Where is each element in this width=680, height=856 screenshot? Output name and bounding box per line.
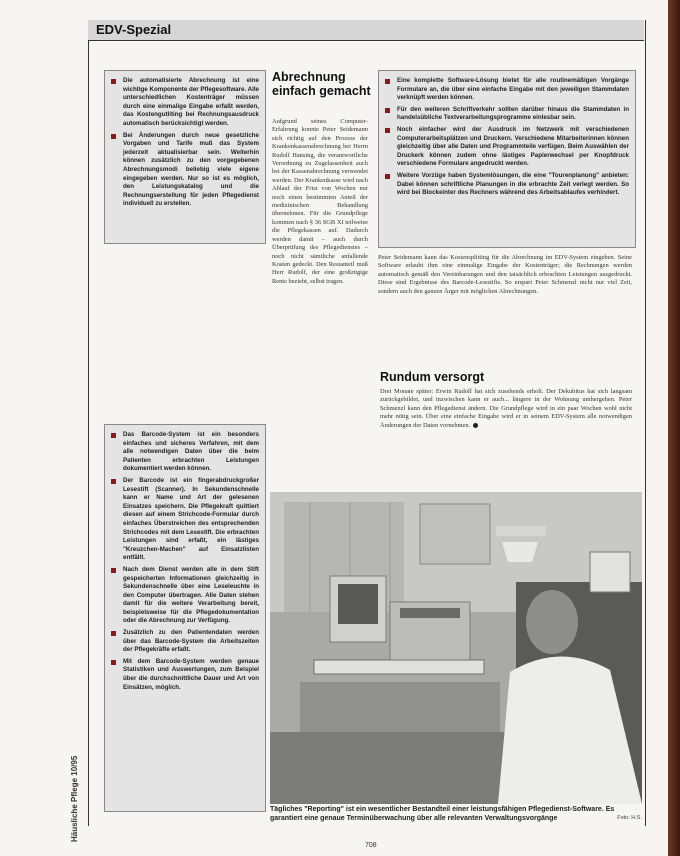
photo-caption: Tägliches "Reporting" ist ein wesentlicher Bestandteil einer leistungsfähigen Pflegedienst-Software. Es garantiert eine genaue Terminüberwachung über alle relevanten Verwaltungsvorgänge Foto: H.S.	[270, 806, 642, 822]
bullet-marker	[111, 433, 116, 438]
office-photo	[270, 492, 642, 804]
section-title: EDV-Spezial	[96, 22, 172, 37]
box-bullet-item: Für den weiteren Schriftverkehr sollten darüber hinaus die Stammdaten in handelsübliche Textverarbeitungsprogramme einlesbar sein.	[385, 106, 629, 123]
bullet-marker	[111, 79, 116, 84]
box-bullet-item: Bei Änderungen durch neue gesetzliche Vorgaben und Tarife muß das System jederzeit aktualisierbar sein. Weiterhin können zusätzlich zu den vorgegebenen Abrechnungsmodi beliebig viele eigene eingegeben werden. Nur so ist es möglich, den Leistungskatalog und die Rechnungserstellung für jeden Pflegedienst individuell zu erstellen.	[111, 132, 259, 209]
bullet-marker	[111, 660, 116, 665]
bullet-marker	[385, 79, 390, 84]
article-paragraph: Drei Monate später: Erwin Rudolf hat sich zusehends erholt. Der Dekubitus hat sich langsam zurückgebildet, und inzwischen kann er auch... längere in der Wohnung umhergehen. Peter Schmenzl kann den Pflegedienst ändern. Die Grundpflege wird in ein paar Wochen wohl nicht mehr nötig sein. Über eine einfache Eingabe wird er in seinem EDV-System alle notwendigen Änderungen der Daten vornehmen.	[380, 388, 632, 429]
info-box-abrechnung	[104, 70, 266, 244]
end-mark	[473, 423, 478, 428]
box-bullet-item: Noch einfacher wird der Ausdruck im Netzwerk mit verschiedenen Computerarbeitsplätzen und Druckern. Verschiedene Mitarbeiterinnen können gleichzeitig über alle Daten und Programmteile verfügen. Beim Auswählen der Druckerk können zudem ohne lästiges Papierwechsel per Knopfdruck verschiedene Formulare angedruckt werden.	[385, 126, 629, 169]
book-binding	[668, 0, 680, 856]
box-bullet-item: Zusätzlich zu den Patientendaten werden über das Barcode-System die Arbeitszeiten der Pflegekräfte erfaßt.	[111, 629, 259, 655]
box-bullet-item: Das Barcode-System ist ein besonders einfaches und sicheres Verfahren, mit dem alle notwendigen Daten über die beim Patienten erbrachten Leistungen dokumentiert werden können.	[111, 431, 259, 474]
bullet-marker	[111, 631, 116, 636]
article-heading: Rundum versorgt	[380, 370, 485, 384]
bullet-marker	[111, 568, 116, 573]
bullet-marker	[385, 128, 390, 133]
box-bullet-item: Mit dem Barcode-System werden genaue Statistiken und Auswertungen, zum Beispiel über die durchschnittliche Dauer und Art von Einsätzen, möglich.	[111, 658, 259, 692]
box-bullet-item: Der Barcode ist ein fingerabdruckgroßer Lesestift (Scanner). In Sekundenschnelle kann er Name und Art der gelesenen Einsatzes speichern. Die Pflegekraft quittiert diesen auf einem Strichcode-Formular durch einfaches Überstreichen des entsprechenden Strichcodes mit dem Lesestift. Die erbrachten Leistungen sind erfaßt, ein lästiges "Kreuzchen-Machen" auf Einsatzlisten entfällt.	[111, 477, 259, 563]
info-box-software	[378, 70, 636, 248]
bullet-marker	[385, 174, 390, 179]
article-heading: Abrechnung einfach gemacht	[272, 70, 371, 98]
article-paragraph: Aufgrund seines Computer-Erfahrung konnte Peter Seidemann sich richtig auf den Prozess der Krankenkassenabrechnung bei Herrn Rudolf Hansing, die verantwortliche Verordnung zu Zugelassenheit auch bei der Kassenabrechnung verwendet werden. Der Krankenkasse wird nach Ablauf der Frist von Wochen nur noch einen bestimmten Anteil der medizinischen Behandlung übernehmen. Für die Grundpflege kommen nach § 36 SGB XI teilweise die Pflegekassen auf. Dadurch werden damit – auch durch Überprüfung des Pflegedienstes – noch nicht sämtliche anfallende Kosten gedeckt. Den Restanteil muß Herr Rudolf, der eine großzügige Rente bezieht, selbst tragen.	[272, 118, 368, 285]
journal-sidebar: Häusliche Pflege 10/95	[70, 755, 79, 842]
box-bullet-item: Nach dem Dienst werden alle in dem Stift gespeicherten Informationen gleichzeitig in Sekundenschnelle über eine Leseleuchte in den Computer übertragen. Alle Daten stehen damit für die weitere Verarbeitung bereit, beispielsweise für die Pflegedokumentation oder die Abrechnung zur Verfügung.	[111, 566, 259, 626]
box-bullet-item: Weitere Vorzüge haben Systemlösungen, die eine "Tourenplanung" anbieten: Dabei können schriftliche Planungen in die erbrachte Zeit verlegt werden. So wird bei Blockeinter des Rechners während des Arbeitsablaufes verhindert.	[385, 172, 629, 198]
photo-credit: Foto: H.S.	[617, 815, 642, 822]
info-box-barcode	[104, 424, 266, 812]
bullet-marker	[385, 108, 390, 113]
page-number: 708	[365, 842, 377, 849]
article-paragraph: Peter Seidemann kann das Kostensplitting für die Abrechnung im EDV-System eingeben. Seine Software erlaubt ihm eine einmalige Eingabe der Kostenträger; die Rechnungen werden automatisch gemäß den Vereinbarungen und den tatsächlich erbrachten Leistungen ausgedruckt. Diese sind Ergebnisse des Barcode-Lesestifts. So erspart Peter Schmenzl nicht nur viel Zeit, sondern auch den ganzen Ärger mit möglichen Abrechnungen.	[378, 254, 632, 295]
section-header	[88, 20, 644, 41]
box-bullet-item: Eine komplette Software-Lösung bietet für alle routinemäßigen Vorgänge Formulare an, die über eine einfache Eingabe mit den jeweiligen Stammdaten verknüpft werden können.	[385, 77, 629, 103]
bullet-marker	[111, 134, 116, 139]
bullet-marker	[111, 479, 116, 484]
box-bullet-item: Die automatisierte Abrechnung ist eine wichtige Komponente der Pflegesoftware. Alle unterschiedlichen Kostenträger müssen durch eine einmalige Eingabe erfaßt werden, das Kostengutliting bei Rechnungsausdruck automatisch berücksichtigt werden.	[111, 77, 259, 129]
